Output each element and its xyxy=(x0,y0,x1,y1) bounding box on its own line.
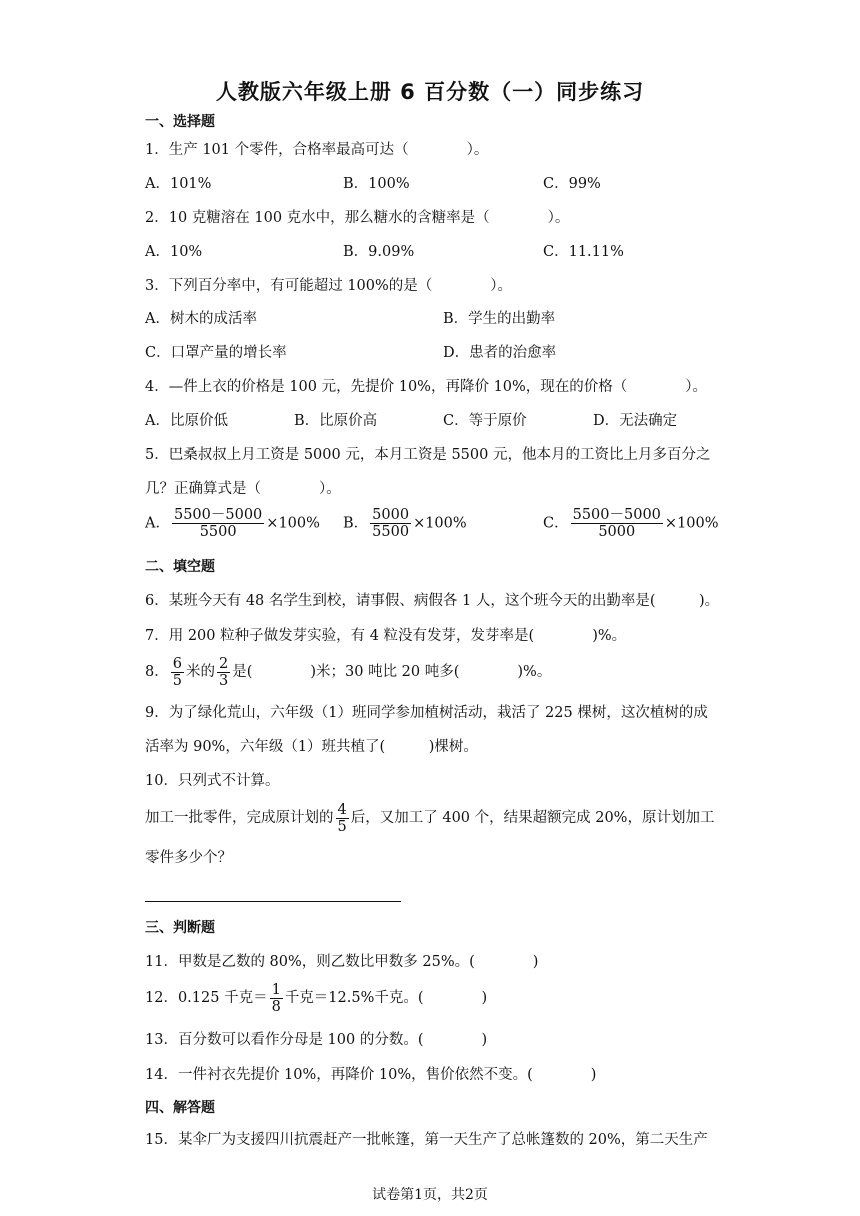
question-14-text: 14．一件衬衣先提价 10%，再降价 10%，售价依然不变。( ) xyxy=(145,1067,597,1083)
question-4-option-d: D．无法确定 xyxy=(593,413,678,429)
question-11-text: 11．甲数是乙数的 80%，则乙数比甲数多 25%。( ) xyxy=(145,954,539,970)
fraction-denominator: 5000 xyxy=(598,524,636,540)
question-3-option-d: D．患者的治愈率 xyxy=(443,345,557,361)
answer-line xyxy=(145,901,401,902)
option-b-label: B． xyxy=(343,515,369,532)
option-c-label: C． xyxy=(543,515,569,532)
fraction-numerator: 1 xyxy=(271,981,281,998)
option-a-fraction xyxy=(172,507,264,540)
question-1-option-c: C．99% xyxy=(543,176,601,192)
question-5-option-a xyxy=(145,507,320,540)
option-b-fraction xyxy=(370,507,411,540)
fraction-numerator: 6 xyxy=(172,655,182,672)
fraction-denominator: 5 xyxy=(337,818,347,835)
fraction-numerator: 5500－5000 xyxy=(572,507,661,523)
question-10-fraction xyxy=(336,802,349,835)
question-10-text-line3: 零件多少个？ xyxy=(145,850,232,866)
option-b-tail: ×100% xyxy=(413,515,467,532)
question-12-prefix: 12．0.125 千克＝ xyxy=(145,990,268,1006)
question-8-text xyxy=(145,654,551,690)
question-9-text-line2: 活率为 90%，六年级（1）班共植了( )棵树。 xyxy=(145,739,478,755)
question-8-suffix: 是( )米；30 吨比 20 吨多( )%。 xyxy=(232,664,552,680)
section-heading-choice: 一、选择题 xyxy=(145,114,215,130)
question-9-text-line1: 9．为了绿化荒山，六年级（1）班同学参加植树活动，栽活了 225 棵树，这次植树的成 xyxy=(145,705,708,721)
option-c-fraction xyxy=(571,507,663,540)
option-a-tail: ×100% xyxy=(266,515,320,532)
question-10-text-line1: 10．只列式不计算。 xyxy=(145,773,280,789)
fraction-denominator: 5 xyxy=(172,672,182,689)
question-4-option-c: C．等于原价 xyxy=(443,413,527,429)
question-8-prefix: 8． xyxy=(145,664,169,680)
question-6-text: 6．某班今天有 48 名学生到校，请事假、病假各 1 人，这个班今天的出勤率是( )。 xyxy=(145,593,720,609)
question-3-option-a: A．树木的成活率 xyxy=(145,311,257,327)
question-2-option-a: A．10% xyxy=(145,244,203,260)
fraction-numerator: 5500－5000 xyxy=(173,507,263,523)
question-3-text: 3．下列百分率中，有可能超过 100%的是（ ）。 xyxy=(145,278,513,294)
question-15-text: 15．某伞厂为支援四川抗震赶产一批帐篷，第一天生产了总帐篷数的 20%，第二天生产 xyxy=(145,1132,708,1148)
fraction-denominator: 3 xyxy=(218,672,229,689)
question-8-middle: 米的 xyxy=(185,664,215,680)
question-1-option-b: B．100% xyxy=(343,176,410,192)
question-3-option-b: B．学生的出勤率 xyxy=(443,311,556,327)
question-4-option-b: B．比原价高 xyxy=(294,413,378,429)
question-5-text-line1: 5．巴桑叔叔上月工资是 5000 元，本月工资是 5500 元，他本月的工资比上月多百分之 xyxy=(145,447,711,463)
page-footer: 试卷第1页，共2页 xyxy=(372,1187,488,1203)
page-title: 人教版六年级上册 6 百分数（一）同步练习 xyxy=(215,80,645,104)
fraction-numerator: 5000 xyxy=(372,507,410,523)
question-2-option-c: C．11.11% xyxy=(543,244,624,260)
section-heading-judge: 三、判断题 xyxy=(145,920,215,936)
question-12-suffix: 千克＝12.5%千克。( ) xyxy=(284,990,488,1006)
question-1-text: 1．生产 101 个零件，合格率最高可达（ ）。 xyxy=(145,142,489,158)
question-5-option-c xyxy=(543,507,719,540)
section-heading-fill: 二、填空题 xyxy=(145,559,215,575)
fraction-numerator: 4 xyxy=(337,801,347,818)
question-8-fraction-2 xyxy=(217,656,230,689)
question-4-option-a: A．比原价低 xyxy=(145,413,228,429)
option-c-tail: ×100% xyxy=(664,515,719,532)
fraction-denominator: 8 xyxy=(271,998,281,1015)
question-8-fraction-1 xyxy=(171,656,184,689)
question-10-prefix: 加工一批零件，完成原计划的 xyxy=(145,810,334,826)
fraction-denominator: 5500 xyxy=(199,524,237,540)
question-5-text-line2: 几？正确算式是（ ）。 xyxy=(145,481,341,497)
question-7-text: 7．用 200 粒种子做发芽实验，有 4 粒没有发芽，发芽率是( )%。 xyxy=(145,628,627,644)
question-10-suffix: 后，又加工了 400 个，结果超额完成 20%，原计划加工 xyxy=(350,810,715,826)
fraction-denominator: 5500 xyxy=(372,524,410,540)
question-12-text xyxy=(145,980,487,1016)
question-4-text: 4．—件上衣的价格是 100 元，先提价 10%，再降价 10%，现在的价格（ ）。 xyxy=(145,379,708,395)
fraction-numerator: 2 xyxy=(218,655,229,672)
question-5-option-b xyxy=(343,507,467,540)
section-heading-solve: 四、解答题 xyxy=(145,1100,215,1116)
question-12-fraction xyxy=(270,982,283,1015)
question-10-text-line2 xyxy=(145,800,714,836)
question-1-option-a: A．101% xyxy=(145,176,212,192)
question-13-text: 13．百分数可以看作分母是 100 的分数。( ) xyxy=(145,1032,488,1048)
question-2-option-b: B．9.09% xyxy=(343,244,415,260)
option-a-label: A． xyxy=(145,515,170,532)
question-2-text: 2．10 克糖溶在 100 克水中，那么糖水的含糖率是（ ）。 xyxy=(145,210,570,226)
question-3-option-c: C．口罩产量的增长率 xyxy=(145,345,287,361)
